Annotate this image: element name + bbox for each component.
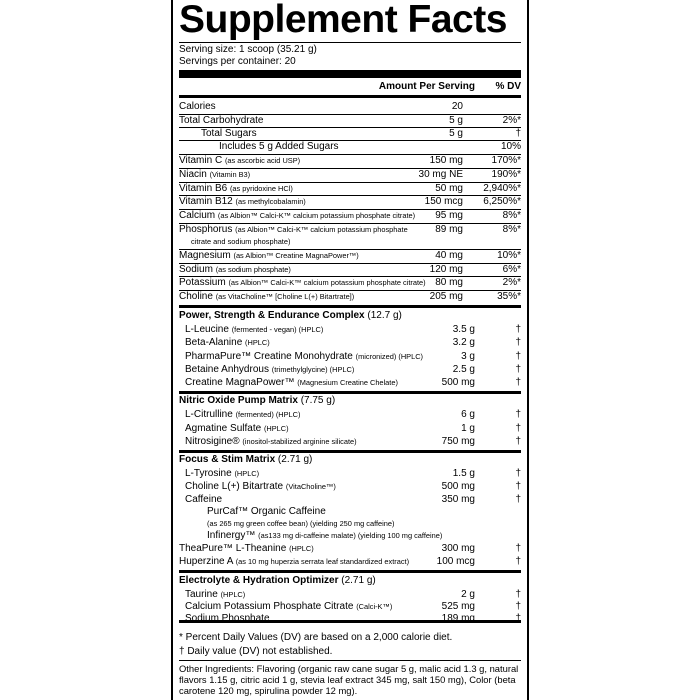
row-name: Sodium Phosphate	[185, 613, 270, 624]
row-detail: (HPLC)	[220, 590, 246, 599]
row-divider	[179, 154, 521, 155]
row-amount: 3.5 g	[452, 324, 475, 335]
row-amount: 40 mg	[435, 250, 463, 261]
row-name: Total Carbohydrate	[179, 115, 264, 126]
row-name: Huperzine A	[179, 556, 233, 567]
supplement-facts-panel: Supplement Facts Serving size: 1 scoop (35.21 g) Servings per container: 20 Amount Per Serving % DV Calories 20 Total Carbohydrate 5 g 2%* Total Sugars 5 g † Includes 5 g Added Sugars 10% Vitamin C (as ascorbic acid USP) 150 mg 170%* Niacin (Vitamin B3) 30 mg NE 190%* Vitamin B6 (as pyridoxine HCl) 50 mg 2,940%* Vitamin B12 (as methylcobalamin) 150 mcg 6,250%* Calcium (as Albion™ Calci-K™ calcium potassium phosphate citrate) 95 mg 8%* Phosphorus (as Albion™ Calci-K™ calcium potassium phosphate 89 mg 8%* citrate and sodium phosphate) Magnesium (as Albion™ Creatine MagnaPower™) 40 mg 10%* Sodium (as sodium phosphate) 120 mg 6%* Potassium (as Albion™ Calci-K™ calcium potassium phosphate citrate) 80 mg 2%* Choline (as VitaCholine™ [Choline L(+) Bitartrate]) 205 mg 35%* Power, Strength & Endurance Complex (12.7 g) L-Leucine (fermented - vegan) (HPLC) 3.5 g † Beta-Alanine (HPLC) 3.2 g † PharmaPure™ Creatine Monohydrate (micronized) (HPLC) 3 g † Betaine Anhydrous (trimethylglycine) (HPLC) 2.5 g † Creatine MagnaPower™ (Magnesium Creatine Chelate) 500 mg † Nitric Oxide Pump Matrix (7.75 g) L-Citrulline (fermented) (HPLC) 6 g † Agmatine Sulfate (HPLC) 1 g † Nitrosigine® (inositol-stabilized arginine silicate) 750 mg † Focus & Stim Matrix (2.71 g) L-Tyrosine (HPLC) 1.5 g † Choline L(+) Bitartrate (VitaCholine™) 500 mg † Caffeine 350 mg † PurCaf™ Organic Caffeine (as 265 mg green coffee bean) (yielding 250 mg caffeine) Infinergy™ (as133 mg di-caffeine malate) (yielding 100 mg caffeine) TheaPure™ L-Theanine (HPLC) 300 mg † Huperzine A (as 10 mg huperzia serrata leaf standardized extract) 100 mcg † Electrolyte & Hydration Optimizer (2.71 g) Taurine (HPLC) 2 g † Calcium Potassium Phosphate Citrate (Calci-K™) 525 mg † Sodium Phosphate 189 mg † * Percent Daily Values (DV) are based on a 2,000 calorie diet. † Daily value (DV) not established. Other Ingredients: Flavoring (organic raw cane sugar 5 g, malic acid 1.3 g, natural flavors 1.15 g, citric acid 1 g, stevia leaf extract 345 mg, salt 150 mg), Color (beta carotene 120 mg, spirulina powder 12 mg).	[171, 0, 529, 700]
panel-title: Supplement Facts	[179, 0, 507, 41]
row-label	[179, 277, 426, 289]
row-detail: (HPLC)	[234, 469, 260, 478]
dv-header: % DV	[495, 81, 521, 92]
row-name: PurCaf™ Organic Caffeine	[207, 506, 326, 517]
row-amount: 525 mg	[441, 601, 475, 612]
row-dv: †	[515, 481, 521, 492]
row-dv: †	[515, 324, 521, 335]
row-dv: †	[515, 337, 521, 348]
row-detail: (as VitaCholine™ [Choline L(+) Bitartrate])	[215, 292, 355, 301]
blend-heading	[179, 454, 312, 466]
row-label	[185, 364, 354, 376]
blend-name: Electrolyte & Hydration Optimizer	[179, 575, 339, 586]
row-dv: 8%*	[502, 210, 521, 221]
row-dv: †	[515, 128, 521, 139]
row-label	[179, 101, 216, 113]
row-name: Taurine	[185, 589, 218, 600]
row-amount: 350 mg	[441, 494, 475, 505]
row-amount: 205 mg	[429, 291, 463, 302]
blend-name: Focus & Stim Matrix	[179, 454, 276, 465]
row-dv: †	[515, 589, 521, 600]
row-label	[185, 337, 270, 349]
row-detail: (as sodium phosphate)	[215, 265, 291, 274]
row-name: L-Citrulline	[185, 409, 233, 420]
row-amount: 5 g	[449, 128, 463, 139]
row-divider	[179, 290, 521, 291]
row-detail: (inositol-stabilized arginine silicate)	[242, 437, 357, 446]
row-dv: 35%*	[497, 291, 521, 302]
row-name: PharmaPure™ Creatine Monohydrate	[185, 351, 353, 362]
blend-heading	[179, 395, 335, 407]
row-name: Agmatine Sulfate	[185, 423, 262, 434]
row-label	[179, 543, 314, 555]
row-label	[207, 530, 442, 542]
row-detail: (fermented) (HPLC)	[235, 410, 301, 419]
row-dv: †	[515, 556, 521, 567]
row-divider	[179, 223, 521, 224]
blend-heading	[179, 575, 376, 587]
row-name: Magnesium	[179, 250, 231, 261]
row-name: Niacin	[179, 169, 207, 180]
row-amount: 80 mg	[435, 277, 463, 288]
row-name: Choline L(+) Bitartrate	[185, 481, 284, 492]
blend-name: Nitric Oxide Pump Matrix	[179, 395, 298, 406]
row-label	[179, 556, 409, 568]
row-divider	[179, 168, 521, 169]
blend-heading	[179, 310, 402, 322]
row-name: Choline	[179, 291, 213, 302]
row-label	[179, 224, 408, 236]
row-name: Beta-Alanine	[185, 337, 243, 348]
row-amount: 5 g	[449, 115, 463, 126]
blend-weight: (2.71 g)	[341, 575, 376, 586]
row-dv: †	[515, 409, 521, 420]
row-divider	[179, 263, 521, 264]
row-name: Total Sugars	[201, 128, 257, 139]
row-label	[185, 436, 357, 448]
thick-rule	[179, 70, 521, 78]
row-dv: †	[515, 613, 521, 624]
row-dv: †	[515, 543, 521, 554]
row-dv: †	[515, 468, 521, 479]
row-detail: citrate and sodium phosphate)	[191, 237, 291, 246]
row-amount: 2.5 g	[452, 364, 475, 375]
row-detail: (as pyridoxine HCl)	[229, 184, 293, 193]
row-label	[179, 183, 293, 195]
row-amount: 120 mg	[429, 264, 463, 275]
row-amount: 150 mcg	[424, 196, 463, 207]
amount-per-serving-header: Amount Per Serving	[378, 81, 475, 92]
row-amount: 1.5 g	[452, 468, 475, 479]
row-dv: †	[515, 601, 521, 612]
row-divider	[179, 114, 521, 115]
row-name: L-Leucine	[185, 324, 229, 335]
row-name: Sodium	[179, 264, 213, 275]
row-label	[185, 377, 398, 389]
row-amount: 2 g	[461, 589, 475, 600]
row-label	[185, 351, 423, 363]
row-name: Potassium	[179, 277, 226, 288]
row-dv: 10%	[500, 141, 521, 152]
row-label	[219, 141, 339, 153]
row-divider	[179, 182, 521, 183]
dv-not-established-footnote: † Daily value (DV) not established.	[179, 646, 333, 657]
row-dv: †	[515, 351, 521, 362]
row-detail: (as Albion™ Calci-K™ calcium potassium phosphate citrate)	[228, 278, 426, 287]
row-name: Vitamin C	[179, 155, 223, 166]
row-amount: 500 mg	[441, 481, 475, 492]
row-amount: 150 mg	[429, 155, 463, 166]
row-divider	[179, 305, 521, 308]
row-name: Vitamin B6	[179, 183, 228, 194]
row-label	[179, 196, 306, 208]
row-dv: 8%*	[502, 224, 521, 235]
row-detail: (as ascorbic acid USP)	[224, 156, 301, 165]
row-detail: (micronized) (HPLC)	[355, 352, 424, 361]
row-label	[179, 210, 415, 222]
row-divider	[179, 450, 521, 453]
row-detail: (Magnesium Creatine Chelate)	[297, 378, 398, 387]
blend-weight: (12.7 g)	[367, 310, 402, 321]
row-detail: (as Albion™ Calci-K™ calcium potassium phosphate citrate)	[217, 211, 416, 220]
row-label	[185, 423, 289, 435]
row-dv: 6%*	[502, 264, 521, 275]
row-label	[179, 115, 264, 127]
row-name: Creatine MagnaPower™	[185, 377, 295, 388]
title-rule	[179, 42, 521, 43]
row-name: L-Tyrosine	[185, 468, 232, 479]
row-label	[185, 589, 245, 601]
dv-footnote: * Percent Daily Values (DV) are based on a 2,000 calorie diet.	[179, 632, 453, 643]
blend-name: Power, Strength & Endurance Complex	[179, 310, 365, 321]
row-detail: (HPLC)	[245, 338, 270, 347]
blend-weight: (2.71 g)	[277, 454, 313, 465]
row-detail: (Calci-K™)	[356, 602, 393, 611]
row-label	[185, 601, 392, 613]
row-amount: 1 g	[461, 423, 475, 434]
other-ingredients: Other Ingredients: Flavoring (organic raw cane sugar 5 g, malic acid 1.3 g, natural flavors 1.15 g, citric acid 1 g, stevia leaf extract 345 mg, salt 150 mg), Color (beta carotene 120 mg, spirulina powder 12 mg).	[179, 663, 519, 696]
row-amount: 500 mg	[441, 377, 475, 388]
row-name: Betaine Anhydrous	[185, 364, 269, 375]
row-dv: 2%*	[502, 277, 521, 288]
row-label	[207, 518, 394, 530]
row-amount: 3.2 g	[452, 337, 475, 348]
row-label	[185, 468, 259, 480]
row-detail: (fermented - vegan) (HPLC)	[231, 325, 324, 334]
row-name: Calcium Potassium Phosphate Citrate	[185, 601, 354, 612]
row-dv: 170%*	[491, 155, 521, 166]
row-amount: 189 mg	[441, 613, 475, 624]
row-detail: (as 10 mg huperzia serrata leaf standardized extract)	[235, 557, 410, 566]
row-amount: 95 mg	[435, 210, 463, 221]
row-amount: 300 mg	[441, 543, 475, 554]
row-divider	[179, 276, 521, 277]
row-dv: 10%*	[497, 250, 521, 261]
row-name: Calcium	[179, 210, 216, 221]
row-divider	[179, 249, 521, 250]
row-label	[185, 324, 323, 336]
row-name: Caffeine	[185, 494, 223, 505]
row-label	[185, 613, 270, 625]
row-amount: 30 mg NE	[418, 169, 463, 180]
row-label	[179, 264, 291, 276]
row-label	[179, 250, 359, 262]
row-amount: 20	[451, 101, 463, 112]
row-divider	[179, 127, 521, 128]
row-dv: 2%*	[502, 115, 521, 126]
header-rule	[179, 95, 521, 98]
row-name: Calories	[179, 101, 216, 112]
blend-weight: (7.75 g)	[300, 395, 336, 406]
row-amount: 750 mg	[441, 436, 475, 447]
row-dv: †	[515, 364, 521, 375]
row-detail: (trimethylglycine) (HPLC)	[271, 365, 355, 374]
row-detail: (as Albion™ Creatine MagnaPower™)	[233, 251, 359, 260]
row-name: Vitamin B12	[179, 196, 233, 207]
row-detail: (Vitamin B3)	[209, 170, 251, 179]
row-detail: (as133 mg di-caffeine malate) (yielding 100 mg caffeine)	[258, 531, 443, 540]
row-label	[179, 169, 250, 181]
row-detail: (as Albion™ Calci-K™ calcium potassium phosphate	[235, 225, 408, 234]
row-detail: (as methylcobalamin)	[235, 197, 306, 206]
row-dv: †	[515, 377, 521, 388]
row-label	[179, 291, 354, 303]
row-name: Infinergy™	[207, 530, 256, 541]
row-divider	[179, 391, 521, 394]
row-divider	[179, 195, 521, 196]
row-amount: 50 mg	[435, 183, 463, 194]
row-detail: (HPLC)	[263, 424, 289, 433]
row-name: Nitrosigine®	[185, 436, 240, 447]
row-detail: (VitaCholine™)	[285, 482, 336, 491]
row-label	[179, 155, 300, 167]
row-label	[201, 128, 257, 140]
row-amount: 100 mcg	[436, 556, 475, 567]
row-dv: 190%*	[491, 169, 521, 180]
row-name: TheaPure™ L-Theanine	[179, 543, 287, 554]
row-label	[207, 506, 326, 518]
row-detail: (HPLC)	[289, 544, 314, 553]
row-name: Phosphorus	[179, 224, 233, 235]
row-label	[185, 409, 300, 421]
row-amount: 89 mg	[435, 224, 463, 235]
row-detail: (as 265 mg green coffee bean) (yielding 250 mg caffeine)	[207, 519, 395, 528]
row-name: Includes 5 g Added Sugars	[219, 141, 339, 152]
footnote-rule	[179, 620, 521, 623]
row-label	[185, 494, 222, 506]
ingredients-rule	[179, 660, 521, 661]
row-dv: 2,940%*	[483, 183, 521, 194]
row-divider	[179, 570, 521, 573]
row-label	[185, 481, 336, 493]
row-dv: †	[515, 494, 521, 505]
row-divider	[179, 209, 521, 210]
row-dv: †	[515, 436, 521, 447]
row-dv: †	[515, 423, 521, 434]
row-amount: 6 g	[461, 409, 475, 420]
row-divider	[179, 140, 521, 141]
row-amount: 3 g	[461, 351, 475, 362]
row-dv: 6,250%*	[483, 196, 521, 207]
